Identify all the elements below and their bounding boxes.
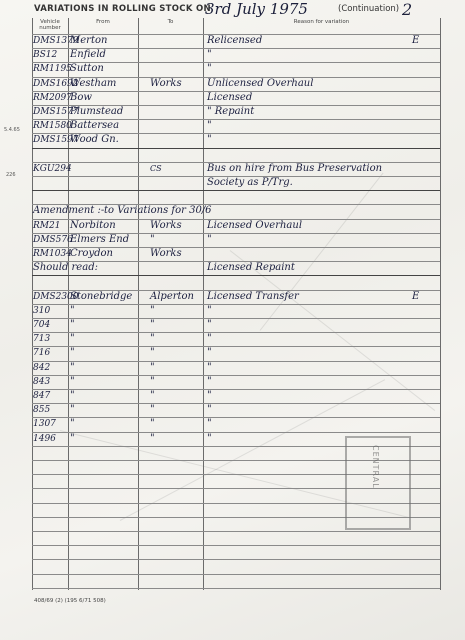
cell-vehicle: RM1034 — [33, 249, 72, 259]
ruled-line — [32, 375, 440, 376]
cell-to: " — [150, 390, 155, 401]
cell-from: " — [70, 361, 75, 373]
cell-reason: Licensed — [207, 91, 253, 103]
ruled-line — [32, 403, 440, 404]
ruled-line — [32, 417, 440, 418]
cell-reason: " — [207, 432, 212, 444]
cell-to: " — [150, 404, 155, 416]
ruled-line — [32, 361, 440, 362]
cell-from: Plumstead — [70, 106, 124, 117]
cell-vehicle: RM1195 — [33, 64, 72, 75]
cell-from: Croydon — [70, 248, 113, 259]
cell-to: " — [150, 375, 155, 387]
cell-from: Westham — [70, 77, 117, 89]
cell-reason: Bus on hire from Bus Preservation — [207, 162, 383, 174]
cell-vehicle: 847 — [33, 391, 51, 401]
cell-reason: " — [207, 304, 212, 316]
cell-from: Norbiton — [70, 219, 116, 231]
cell-from: " — [70, 375, 75, 387]
cell-to: " — [150, 347, 155, 359]
cell-vehicle: RM21 — [33, 220, 61, 231]
cell-vehicle: 716 — [33, 348, 51, 359]
cell-reason: " — [207, 361, 212, 373]
ruled-line — [32, 148, 440, 149]
cell-to: Alperton — [150, 290, 194, 302]
cell-vehicle: 713 — [33, 334, 51, 345]
cell-to: " — [150, 333, 155, 345]
cell-reason: " — [207, 404, 212, 416]
cell-vehicle: 842 — [33, 362, 51, 373]
cell-vehicle: 855 — [33, 405, 51, 416]
cell-reason: " — [207, 333, 212, 345]
cell-vehicle: BS12 — [33, 50, 58, 61]
column-header-to: To — [167, 19, 174, 25]
cell-reason: Unlicensed Overhaul — [207, 77, 314, 89]
cell-vehicle: DMS1597 — [33, 135, 79, 146]
cell-to: Works — [150, 219, 182, 231]
cell-to: " — [150, 233, 155, 245]
cell-vehicle: DMS576 — [33, 234, 73, 245]
ruled-line — [32, 389, 440, 390]
crease-line — [260, 173, 384, 331]
cell-reason: " — [207, 63, 212, 75]
cell-from: " — [70, 418, 75, 430]
ruled-line — [32, 545, 440, 546]
cell-from: Stonebridge — [70, 290, 133, 302]
cell-vehicle: 843 — [33, 376, 51, 387]
ruled-line — [32, 332, 440, 333]
margin-note: 5.4.65 — [4, 127, 20, 133]
ruled-line — [32, 531, 440, 532]
cell-vehicle: RM1580 — [33, 121, 72, 132]
cell-from: " — [70, 304, 75, 316]
cell-reason: Society as P/Trg. — [207, 177, 293, 188]
form-date: 3rd July 1975 — [205, 0, 308, 18]
cell-from: Battersea — [70, 120, 120, 132]
cell-from: Bow — [70, 91, 92, 103]
cell-reason: " — [207, 418, 212, 430]
cell-to: Works — [150, 248, 182, 259]
cell-vehicle: 704 — [33, 320, 51, 330]
ruled-line — [32, 559, 440, 560]
cell-vehicle: KGU294 — [33, 163, 72, 174]
cell-reason: " — [207, 134, 212, 146]
column-header-reason: Reason for variation — [293, 19, 350, 25]
cell-to: " — [150, 418, 155, 430]
cell-reason: Licensed Transfer — [207, 290, 299, 302]
cell-reason: Licensed Repaint — [207, 262, 295, 274]
stamp-text: CENTRAL — [371, 445, 380, 489]
column-header-from: From — [96, 19, 110, 25]
cell-to: to Variations for 30/6 — [104, 205, 212, 217]
cell-reason: " — [207, 375, 212, 387]
cell-to: " — [150, 432, 155, 444]
form-footer-code: 408/69 (2) (195 6/71 508) — [34, 598, 106, 604]
cell-vehicle: Should read: — [33, 262, 98, 274]
cell-to: Works — [150, 77, 182, 89]
cell-reason: Relicensed — [207, 35, 263, 46]
cell-to: CS — [150, 163, 162, 173]
cell-from: " — [70, 432, 75, 444]
cell-reason: " — [207, 120, 212, 132]
ruled-line — [32, 318, 440, 319]
cell-vehicle: DMS1692 — [33, 78, 79, 89]
ruled-line — [32, 304, 440, 305]
cell-reason: " Repaint — [207, 106, 255, 117]
cell-reason: " — [207, 319, 212, 330]
cell-vehicle: RM2097 — [33, 92, 72, 103]
cell-vehicle: DMS1379 — [33, 36, 79, 46]
cell-reason: " — [207, 233, 212, 245]
ruled-line — [32, 346, 440, 347]
cell-from: " — [70, 319, 75, 330]
cell-reason: " — [207, 390, 212, 401]
cell-from: Elmers End — [70, 233, 130, 245]
form-title: VARIATIONS IN ROLLING STOCK ON — [34, 4, 211, 14]
cell-from: " — [70, 390, 75, 401]
cell-from: Enfield — [70, 49, 106, 61]
column-header-vehicle: Vehicle number — [39, 19, 61, 31]
cell-from: Sutton — [70, 63, 104, 75]
ruled-line — [32, 190, 440, 191]
ruled-line — [32, 574, 440, 575]
cell-from: " — [70, 333, 75, 345]
cell-vehicle: DMS2300 — [33, 291, 79, 302]
ruled-line — [32, 275, 440, 276]
cell-reason: " — [207, 49, 212, 61]
cell-from: " — [70, 347, 75, 359]
cell-vehicle: 310 — [33, 305, 51, 316]
cell-from: Merton — [70, 35, 108, 46]
column-rule — [440, 18, 441, 590]
cell-from: Wood Gn. — [70, 134, 119, 146]
cell-vehicle: 1496 — [33, 433, 56, 444]
cell-mark: E — [412, 35, 420, 46]
cell-reason: " — [207, 347, 212, 359]
cell-mark: E — [412, 290, 420, 302]
cell-vehicle: DMS1577 — [33, 107, 79, 117]
cell-reason: Licensed Overhaul — [207, 219, 303, 231]
cell-from: " — [70, 404, 75, 416]
cell-vehicle: Amendment :- — [33, 205, 105, 217]
page-number: 2 — [402, 0, 413, 19]
margin-note: 226 — [6, 172, 16, 178]
cell-vehicle: 1307 — [33, 419, 56, 430]
cell-to: " — [150, 304, 155, 316]
ruled-line — [32, 432, 440, 433]
ruled-line — [32, 588, 440, 589]
cell-to: " — [150, 361, 155, 373]
cell-to: " — [150, 319, 155, 330]
continuation-label: (Continuation) — [338, 4, 400, 14]
